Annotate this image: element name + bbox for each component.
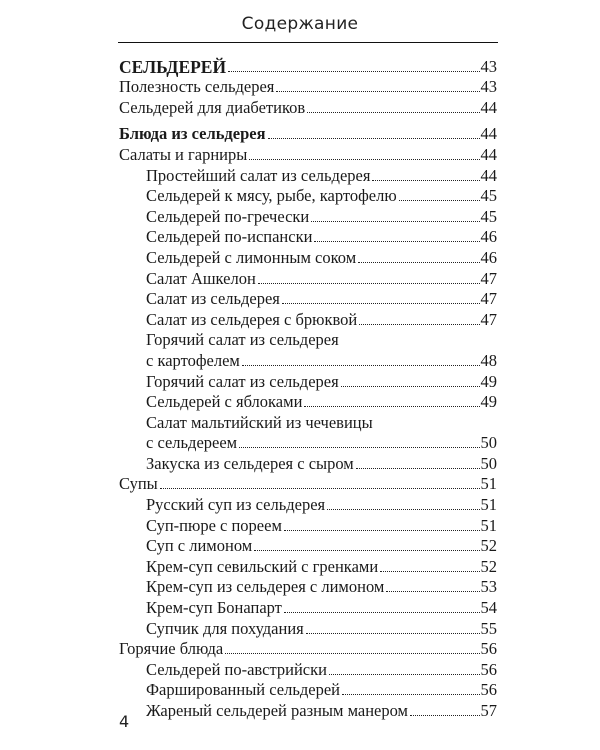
toc-entry-page: 49 bbox=[480, 371, 497, 391]
dot-leader bbox=[314, 241, 479, 242]
dot-leader bbox=[329, 674, 480, 675]
dot-leader bbox=[276, 91, 479, 92]
toc-entry-title: Крем-суп Бонапарт bbox=[146, 598, 282, 618]
toc-entry-title: Крем-суп севильский с гренками bbox=[146, 556, 379, 576]
dot-leader bbox=[359, 324, 479, 325]
toc-entry bbox=[119, 597, 497, 618]
toc-entry-page: 52 bbox=[480, 556, 497, 576]
dot-leader bbox=[304, 406, 479, 407]
toc-entry-page: 43 bbox=[480, 77, 497, 97]
toc-entry bbox=[119, 165, 497, 186]
toc-entry-title: Суп с лимоном bbox=[146, 536, 253, 556]
toc-entry-page: 52 bbox=[480, 536, 497, 556]
toc-entry bbox=[119, 309, 497, 330]
dot-leader bbox=[160, 488, 480, 489]
toc-entry-title: Сельдерей по-гречески bbox=[146, 206, 310, 226]
toc-entry-title: Салат из сельдерея с брюквой bbox=[146, 309, 358, 329]
toc-entry-title: Фаршированный сельдерей bbox=[146, 680, 340, 700]
table-of-contents bbox=[119, 56, 497, 721]
dot-leader bbox=[239, 447, 479, 448]
toc-entry-title: Горячий салат из сельдерея bbox=[146, 330, 339, 350]
toc-entry bbox=[119, 371, 497, 392]
toc-entry-page: 49 bbox=[480, 392, 497, 412]
toc-entry-title: Сельдерей к мясу, рыбе, картофелю bbox=[146, 186, 397, 206]
toc-entry bbox=[119, 227, 497, 248]
dot-leader bbox=[228, 71, 479, 72]
toc-entry-page: 47 bbox=[480, 309, 497, 329]
toc-entry bbox=[119, 392, 497, 413]
toc-entry-title: Полезность сельдерея bbox=[119, 77, 275, 97]
dot-leader bbox=[254, 550, 479, 551]
toc-entry-title: Сельдерей с яблоками bbox=[146, 392, 303, 412]
toc-entry-page: 47 bbox=[480, 289, 497, 309]
toc-entry-title: Сельдерей для диабетиков bbox=[119, 97, 306, 117]
toc-entry-page: 51 bbox=[480, 515, 497, 535]
toc-entry bbox=[119, 639, 497, 660]
toc-entry-page: 43 bbox=[480, 56, 497, 76]
dot-leader bbox=[307, 112, 479, 113]
dot-leader bbox=[342, 694, 480, 695]
toc-entry-title: Салат из сельдерея bbox=[146, 289, 280, 309]
toc-entry-page: 53 bbox=[480, 577, 497, 597]
dot-leader bbox=[282, 303, 480, 304]
dot-leader bbox=[311, 221, 479, 222]
toc-entry bbox=[119, 494, 497, 515]
toc-entry bbox=[119, 700, 497, 721]
toc-entry-page: 45 bbox=[480, 186, 497, 206]
toc-entry-page: 44 bbox=[480, 124, 497, 144]
toc-entry bbox=[119, 515, 497, 536]
dot-leader bbox=[386, 591, 479, 592]
toc-entry-page: 46 bbox=[480, 247, 497, 267]
dot-leader bbox=[327, 509, 479, 510]
dot-leader bbox=[380, 571, 479, 572]
toc-entry-title: Салат Ашкелон bbox=[146, 268, 256, 288]
dot-leader bbox=[372, 180, 479, 181]
page-number: 4 bbox=[119, 712, 130, 731]
toc-entry-title: Сельдерей с лимонным соком bbox=[146, 247, 357, 267]
toc-entry bbox=[119, 247, 497, 268]
toc-entry-title: Супчик для похудания bbox=[146, 618, 304, 638]
toc-entry bbox=[119, 680, 497, 701]
dot-leader bbox=[258, 283, 480, 284]
toc-entry bbox=[119, 77, 497, 98]
toc-entry-title: Салаты и гарниры bbox=[119, 144, 248, 164]
toc-entry-page: 44 bbox=[480, 165, 497, 185]
toc-entry bbox=[119, 556, 497, 577]
toc-entry bbox=[119, 56, 497, 77]
toc-entry-page: 47 bbox=[480, 268, 497, 288]
toc-entry bbox=[119, 206, 497, 227]
toc-entry bbox=[119, 186, 497, 207]
toc-entry-title: Суп-пюре с пореем bbox=[146, 515, 282, 535]
toc-entry-page: 45 bbox=[480, 206, 497, 226]
toc-entry bbox=[119, 124, 497, 145]
toc-entry bbox=[119, 659, 497, 680]
dot-leader bbox=[242, 365, 480, 366]
toc-entry bbox=[119, 144, 497, 165]
dot-leader bbox=[306, 633, 480, 634]
toc-entry-page: 51 bbox=[480, 495, 497, 515]
toc-entry bbox=[119, 536, 497, 557]
toc-entry-page: 56 bbox=[480, 659, 497, 679]
running-header: Содержание bbox=[241, 14, 359, 34]
toc-entry-page: 50 bbox=[480, 453, 497, 473]
dot-leader bbox=[284, 612, 480, 613]
toc-entry-page: 44 bbox=[480, 144, 497, 164]
dot-leader bbox=[284, 530, 480, 531]
toc-entry-title: Сельдерей по-австрийски bbox=[146, 659, 327, 679]
dot-leader bbox=[358, 262, 479, 263]
toc-entry-title: Закуска из сельдерея с сыром bbox=[146, 453, 354, 473]
toc-entry-title: Горячие блюда bbox=[119, 639, 224, 659]
toc-entry bbox=[119, 433, 497, 454]
toc-entry-title: Русский суп из сельдерея bbox=[146, 495, 326, 515]
toc-entry-title: СЕЛЬДЕРЕЙ bbox=[119, 56, 227, 77]
toc-entry-page: 56 bbox=[480, 639, 497, 659]
toc-entry-page: 51 bbox=[480, 474, 497, 494]
toc-entry bbox=[119, 268, 497, 289]
toc-entry-title: Простейший салат из сельдерея bbox=[146, 165, 371, 185]
toc-entry-page: 50 bbox=[480, 433, 497, 453]
toc-entry-title: с картофелем bbox=[146, 350, 240, 370]
toc-entry-page: 54 bbox=[480, 598, 497, 618]
toc-entry bbox=[119, 350, 497, 371]
toc-entry-title: Жареный сельдерей разным манером bbox=[146, 701, 409, 720]
dot-leader bbox=[410, 715, 479, 716]
toc-entry-page: 48 bbox=[480, 350, 497, 370]
dot-leader bbox=[356, 468, 480, 469]
dot-leader bbox=[249, 159, 479, 160]
dot-leader bbox=[399, 200, 480, 201]
toc-entry-page: 55 bbox=[480, 618, 497, 638]
toc-entry-page: 46 bbox=[480, 227, 497, 247]
toc-entry-title: Блюда из сельдерея bbox=[119, 124, 266, 144]
toc-entry bbox=[119, 412, 497, 433]
toc-entry-title: Горячий салат из сельдерея bbox=[146, 371, 339, 391]
toc-entry-title: Салат мальтийский из чечевицы bbox=[146, 412, 373, 432]
toc-entry bbox=[119, 330, 497, 351]
toc-entry bbox=[119, 97, 497, 118]
toc-entry-page: 44 bbox=[480, 97, 497, 117]
toc-entry-title: Сельдерей по-испански bbox=[146, 227, 313, 247]
toc-entry bbox=[119, 453, 497, 474]
toc-entry bbox=[119, 289, 497, 310]
toc-entry-page: 57 bbox=[480, 701, 497, 720]
toc-entry bbox=[119, 577, 497, 598]
header-rule bbox=[118, 42, 498, 43]
toc-entry-page: 56 bbox=[480, 680, 497, 700]
toc-entry bbox=[119, 618, 497, 639]
toc-entry-title: Крем-суп из сельдерея с лимоном bbox=[146, 577, 385, 597]
toc-entry-title: Супы bbox=[119, 474, 158, 494]
toc-entry bbox=[119, 474, 497, 495]
dot-leader bbox=[341, 386, 480, 387]
toc-entry-title: с сельдереем bbox=[146, 433, 238, 453]
dot-leader bbox=[225, 653, 479, 654]
dot-leader bbox=[268, 138, 480, 139]
